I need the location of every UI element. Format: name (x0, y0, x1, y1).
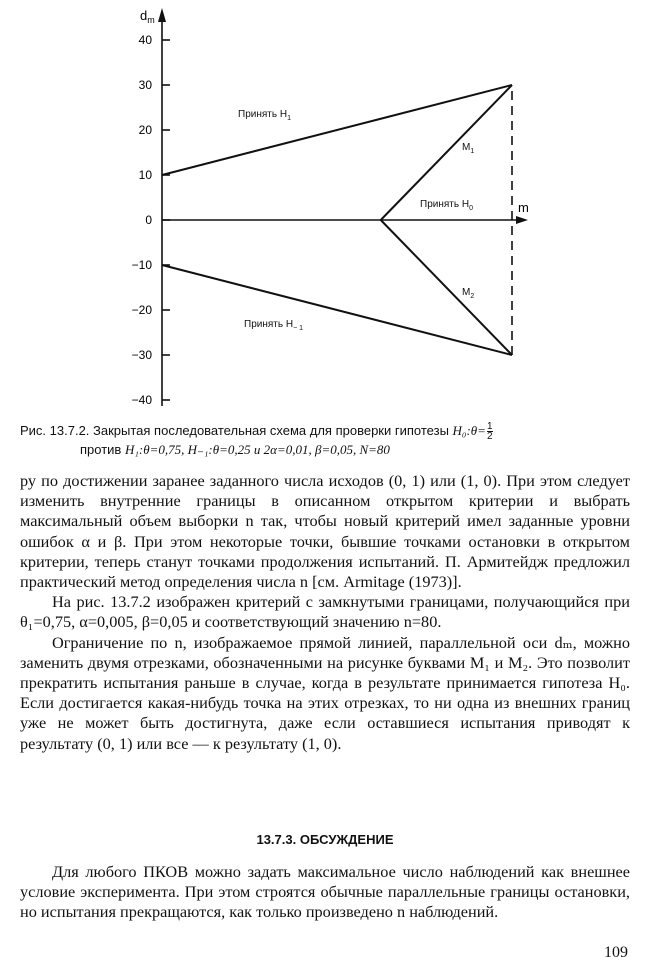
y-tick-label: −10 (131, 258, 152, 272)
x-axis-label: m (518, 200, 529, 215)
y-tick-label: 40 (138, 33, 152, 47)
caption-line-1: Рис. 13.7.2. Закрытая последовательная схема для проверки гипотезы H₀:θ= $\frac{1}{2}$ (20, 421, 493, 443)
segment-label-m1: $M_1$ (462, 142, 475, 155)
region-label-accept-h0: Принять $H_0$ (420, 199, 473, 212)
paragraph-1: ру по достижении заранее заданного числа исходов (0, 1) или (1, 0). При этом следует изменить внутренние границы в описанном открытом критерии и выбрать максимальный объем выборки n так, чтобы новый критерий имел заданные уровни ошибок α и β. При этом некоторые точки, бывшие точками остановки в открытом критерии, теперь станут точками продолжения испытаний. П. Армитейдж предложил практический метод определения числа n [см. Armitage (1973)]. (20, 471, 630, 592)
y-tick-label: 30 (138, 78, 152, 92)
figure-caption (20, 422, 635, 458)
paragraph-2: На рис. 13.7.2 изображен критерий с замкнутыми границами, получающийся при θ₁=0,75, α=0,005, β=0,05 и соответствующий значению n=80. (20, 592, 630, 632)
y-tick-label: −40 (131, 393, 152, 407)
section-paragraph: Для любого ПКОВ можно задать максимальное число наблюдений как внешнее условие эксперимента. При этом строятся обычные параллельные границы остановки, но испытания прекращаются, как только произведено n наблюдений. (20, 862, 630, 922)
y-tick-label: −30 (131, 348, 152, 362)
region-label-accept-h1: Принять $H_1$ (238, 109, 291, 122)
y-tick-label: −20 (131, 303, 152, 317)
caption-line-2: против H₁:θ=0,75, H₋₁:θ=0,25 и 2α=0,01, β=0,05, N=80 (80, 442, 390, 458)
region-label-accept-hm1: Принять $H_{- 1}$ (244, 319, 303, 332)
body-text (20, 471, 630, 754)
segment-label-m2: $M_2$ (462, 287, 475, 300)
segment-m2 (381, 220, 512, 355)
y-axis-arrow (158, 8, 166, 22)
y-axis-label: $d_m$ (140, 8, 155, 25)
x-axis-arrow (516, 216, 528, 224)
sequential-scheme-chart (0, 0, 650, 420)
paragraph-3: Ограничение по n, изображаемое прямой линией, параллельной оси dₘ, можно заменить двумя отрезками, обозначенными на рисунке буквами M₁ и M₂. Это позволит прекратить испытания раньше в случае, когда в результате принимается гипотеза H₀. Если достигается какая-нибудь точка на этих отрезках, то ни одна из внешних границ уже не может быть достигнута, даже если оставшиеся испытания приводят к результату (0, 1) или все — к результату (1, 0). (20, 632, 630, 753)
page-number: 109 (604, 944, 628, 961)
boundary-accept-hm1 (162, 265, 512, 355)
boundary-accept-h1 (162, 85, 512, 175)
y-tick-label: 10 (138, 168, 152, 182)
y-tick-label: 20 (138, 123, 152, 137)
section-text (20, 862, 630, 923)
section-heading: 13.7.3. ОБСУЖДЕНИЕ (256, 832, 394, 847)
y-tick-label: 0 (145, 213, 152, 227)
